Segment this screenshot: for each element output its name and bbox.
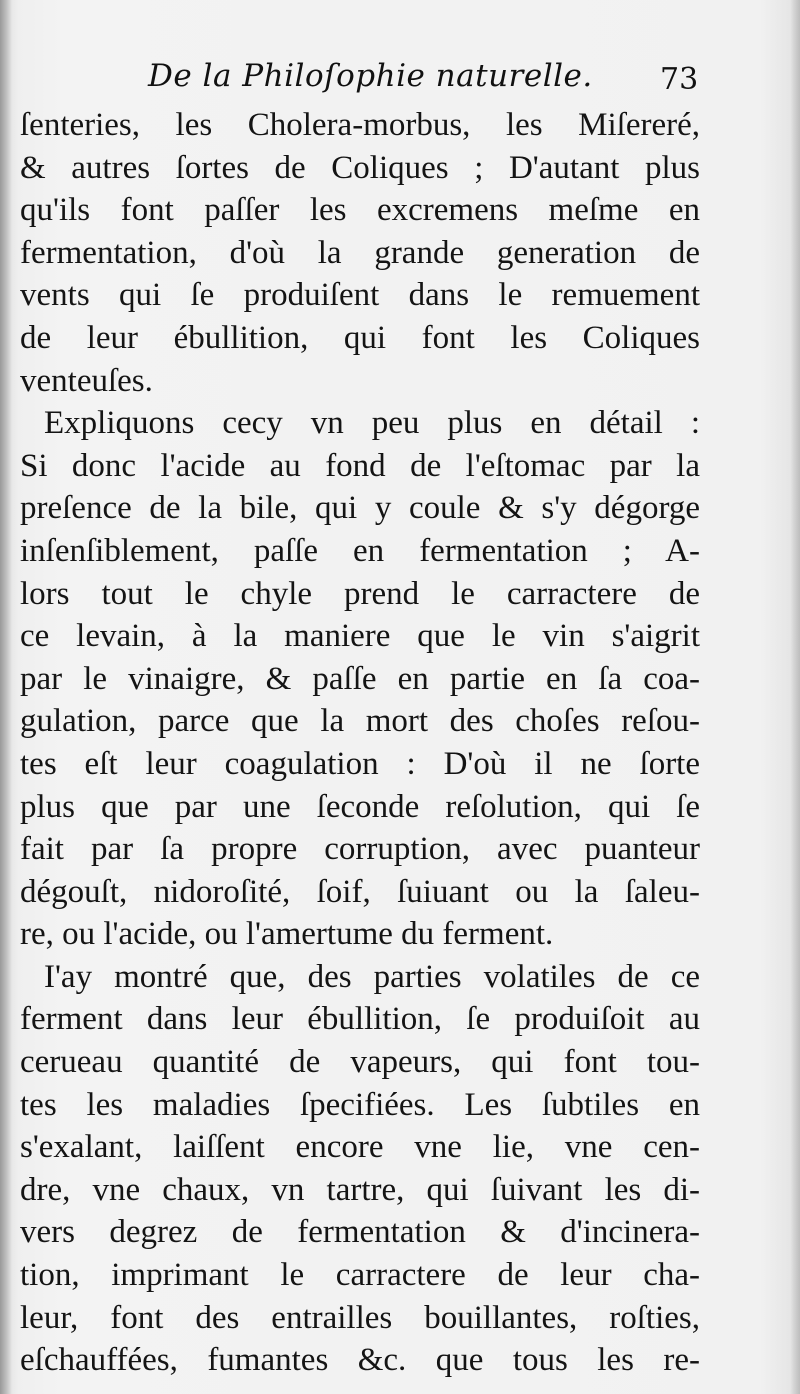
paragraph xyxy=(20,402,700,956)
gutter-shadow xyxy=(0,0,12,1394)
page-header xyxy=(0,58,800,108)
paragraph xyxy=(20,956,700,1382)
text-line: gulation, parce que la mort des choſes reſou- xyxy=(20,703,700,740)
text-line: dre, vne chaux, vn tartre, qui ſuivant les di- xyxy=(20,1171,700,1208)
text-line: preſence de la bile, qui y coule & s'y dégorge xyxy=(20,490,700,527)
page-body xyxy=(20,104,700,1382)
text-line: ferment dans leur ébullition, ſe produiſoit au xyxy=(20,1001,700,1038)
text-line: re, ou l'acide, ou l'amertume du ferment. xyxy=(20,916,554,953)
text-line: vers degrez de fermentation & d'incinera- xyxy=(20,1214,700,1251)
text-line: inſenſiblement, paſſe en fermentation ; A- xyxy=(20,532,700,569)
text-line: fait par ſa propre corruption, avec puanteur xyxy=(20,831,700,868)
text-line: vents qui ſe produiſent dans le remuement xyxy=(20,277,700,314)
text-line: s'exalant, laiſſent encore vne lie, vne cen- xyxy=(20,1129,700,1166)
text-line: dégouſt, nidoroſité, ſoif, ſuiuant ou la ſaleu- xyxy=(20,873,700,910)
text-line: I'ay montré que, des parties volatiles de ce xyxy=(44,958,700,995)
text-line: leur, font des entrailles bouillantes, roſties, xyxy=(20,1299,700,1336)
text-line: lors tout le chyle prend le carractere de xyxy=(20,575,700,612)
text-line: par le vinaigre, & paſſe en partie en ſa coa- xyxy=(20,660,700,697)
text-line: qu'ils font paſſer les excremens meſme en xyxy=(20,192,700,229)
text-line: cerueau quantité de vapeurs, qui font tou- xyxy=(20,1044,700,1081)
running-title: De la Philoſophie naturelle. xyxy=(148,58,593,94)
text-line: ce levain, à la maniere que le vin s'aigrit xyxy=(20,618,700,655)
text-line: tes eſt leur coagulation : D'où il ne ſorte xyxy=(20,745,700,782)
text-line: ſenteries, les Cholera-morbus, les Miſereré, xyxy=(20,107,700,143)
text-line: Si donc l'acide au fond de l'eſtomac par la xyxy=(20,447,700,484)
page-edge xyxy=(790,0,800,1394)
text-line: tion, imprimant le carractere de leur cha- xyxy=(20,1257,700,1294)
text-line: Expliquons cecy vn peu plus en détail : xyxy=(44,405,700,442)
text-line: venteuſes. xyxy=(20,362,153,399)
text-line: tes les maladies ſpecifiées. Les ſubtiles en xyxy=(20,1086,700,1123)
text-line: & autres ſortes de Coliques ; D'autant plus xyxy=(20,149,700,186)
text-line: de leur ébullition, qui font les Coliques xyxy=(20,319,700,356)
paragraph xyxy=(20,104,700,402)
text-line: fermentation, d'où la grande generation de xyxy=(20,234,700,271)
text-line: eſchauffées, fumantes &c. que tous les re- xyxy=(20,1342,700,1379)
text-line: plus que par une ſeconde reſolution, qui ſe xyxy=(20,788,700,825)
page-number: 73 xyxy=(660,62,699,97)
